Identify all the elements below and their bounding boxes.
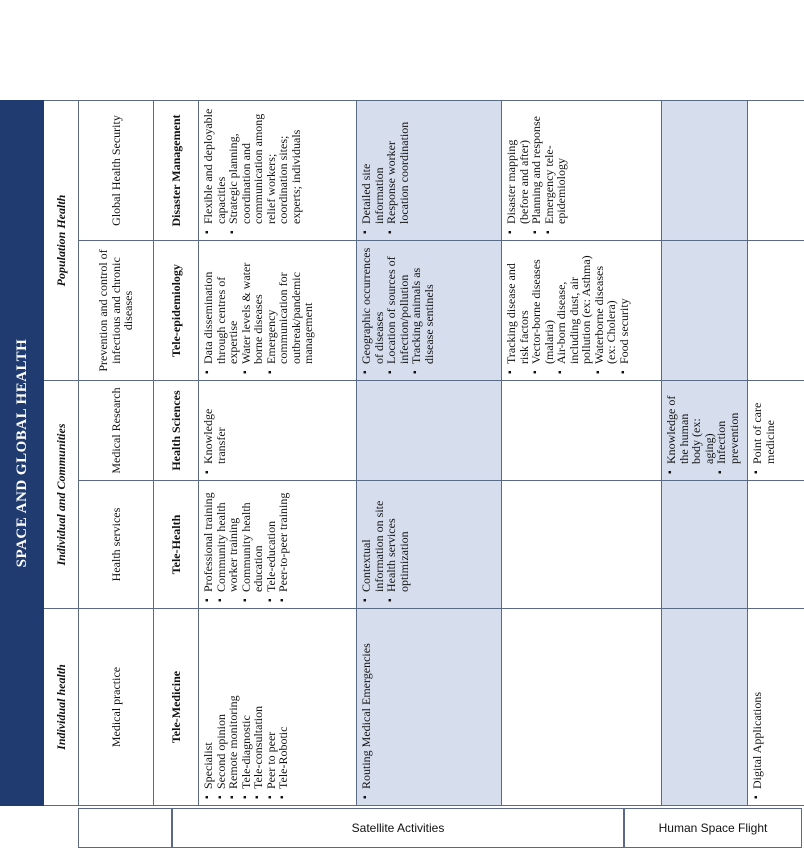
- cell: [748, 481, 804, 609]
- bullet-item: ▪ Health services optimization: [385, 487, 410, 602]
- bullet-item: ▪ Disaster mapping (before and after): [505, 107, 530, 234]
- subcategory-tele-medicine: Tele-Medicine: [154, 609, 199, 806]
- bullet-item: ▪ Tele-consultation: [252, 615, 265, 799]
- bullet-list: [202, 247, 315, 374]
- cell: [662, 100, 748, 240]
- bullet-item: ▪ Infection prevention: [715, 387, 740, 474]
- bullet-item: ▪ Data dissemination through centres of expertise: [202, 247, 240, 374]
- category-health-services: Health services: [79, 481, 154, 609]
- bullet-item: ▪ Response worker location coordination: [385, 107, 410, 234]
- bullet-item: ▪ Remote monitoring: [227, 615, 240, 799]
- cell: [199, 609, 357, 806]
- bullet-list: [505, 247, 630, 374]
- bullet-item: ▪ Detailed site information: [360, 107, 385, 234]
- cell: [748, 609, 804, 806]
- subcategory-disaster-management: Disaster Management: [154, 100, 199, 240]
- group-individual-health: Individual health: [44, 609, 79, 806]
- bullet-item: ▪ Emergency communication for outbreak/pandemic management: [265, 247, 315, 374]
- bullet-item: ▪ Knowledge of the human body (ex: aging): [665, 387, 715, 474]
- cell: [199, 241, 357, 381]
- bullet-item: ▪ Vector-borne diseases (malaria): [530, 247, 555, 374]
- subcategory-health-sciences: Health Sciences: [154, 381, 199, 481]
- cell: [357, 481, 502, 609]
- bullet-item: ▪ Water levels & water borne diseases: [240, 247, 265, 374]
- human-space-flight-band: [624, 808, 802, 848]
- cell: [502, 609, 662, 806]
- bullet-item: ▪ Air-born disease, including dust, air pollution (ex: Asthma): [555, 247, 593, 374]
- bullet-item: ▪ Second opinion: [215, 615, 228, 799]
- category-medical-practice: Medical practice: [79, 609, 154, 806]
- bullet-item: ▪ Community health worker training: [215, 487, 240, 602]
- bullet-item: ▪ Tele-education: [265, 487, 278, 602]
- bullet-item: ▪ Tele-Robotic: [277, 615, 290, 799]
- bullet-item: ▪ Waterborne diseases (ex: Cholera): [593, 247, 618, 374]
- cell: [357, 609, 502, 806]
- bullet-item: ▪ Peer-to-peer training: [277, 487, 290, 602]
- bullet-item: ▪ Tracking animals as disease sentinels: [410, 247, 435, 374]
- bullet-item: ▪ Tele-diagnostic: [240, 615, 253, 799]
- bullet-list: [202, 107, 302, 234]
- cell: [357, 100, 502, 240]
- cell: [748, 381, 804, 481]
- bullet-list: [665, 387, 740, 474]
- cell: [748, 241, 804, 381]
- subcategory-tele-health: Tele-Health: [154, 481, 199, 609]
- bullet-list: [751, 387, 776, 474]
- bullet-list: [360, 487, 410, 602]
- cell: [662, 241, 748, 381]
- bullet-item: ▪ Emergency tele-epidemiology: [543, 107, 568, 234]
- cell: [662, 609, 748, 806]
- subcategory-tele-epidemiology: Tele-epidemiology: [154, 241, 199, 381]
- cell: [199, 481, 357, 609]
- bullet-item: ▪ Strategic planning, coordination and communication among relief workers; coordination sites; experts; individuals: [227, 107, 302, 234]
- bullet-item: ▪ Contextual information on site: [360, 487, 385, 602]
- bullet-item: ▪ Digital Applications: [751, 615, 764, 799]
- cell: [502, 241, 662, 381]
- satellite-activities-band: [172, 808, 624, 848]
- satellite-activities-label: Satellite Activities: [351, 821, 445, 835]
- bullet-list: [360, 615, 373, 799]
- cell: [357, 381, 502, 481]
- bullet-item: ▪ Knowledge transfer: [202, 387, 227, 474]
- cell: [199, 381, 357, 481]
- bullet-list: [360, 247, 435, 374]
- bullet-list: [202, 387, 227, 474]
- table-title: SPACE AND GLOBAL HEALTH: [1, 100, 44, 805]
- bullet-item: ▪ Specialist: [202, 615, 215, 799]
- bullet-item: ▪ Peer to peer: [265, 615, 278, 799]
- bullet-list: [202, 615, 290, 799]
- category-prevention: Prevention and control of infectious and chronic diseases: [79, 241, 154, 381]
- bullet-item: ▪ Flexible and deployable capacities: [202, 107, 227, 234]
- bullet-item: ▪ Geographic occurrences of diseases: [360, 247, 385, 374]
- bullet-item: ▪ Routing Medical Emergencies: [360, 615, 373, 799]
- cell: [748, 100, 804, 240]
- cell: [199, 100, 357, 240]
- category-medical-research: Medical Research: [79, 381, 154, 481]
- category-global-health-security: Global Health Security: [79, 100, 154, 240]
- cell: [662, 481, 748, 609]
- bullet-list: [202, 487, 290, 602]
- bullet-item: ▪ Point of care medicine: [751, 387, 776, 474]
- bullet-item: ▪ Tracking disease and risk factors: [505, 247, 530, 374]
- human-space-flight-label: Human Space Flight: [658, 821, 768, 835]
- bullet-item: ▪ Location of sources of infection/pollution: [385, 247, 410, 374]
- bullet-item: ▪ Planning and response: [530, 107, 543, 234]
- bullet-item: ▪ Professional training: [202, 487, 215, 602]
- cell: [502, 100, 662, 240]
- bullet-item: ▪ Food security: [618, 247, 631, 374]
- bullet-list: [751, 615, 764, 799]
- group-individual-communities: Individual and Communities: [44, 381, 79, 609]
- cell: [662, 381, 748, 481]
- cell: [502, 481, 662, 609]
- cell: [502, 381, 662, 481]
- bottom-band-left-blank: [78, 808, 172, 848]
- bullet-item: ▪ Community health education: [240, 487, 265, 602]
- cell: [357, 241, 502, 381]
- bullet-list: [505, 107, 568, 234]
- group-population-health: Population Health: [44, 100, 79, 380]
- bullet-list: [360, 107, 410, 234]
